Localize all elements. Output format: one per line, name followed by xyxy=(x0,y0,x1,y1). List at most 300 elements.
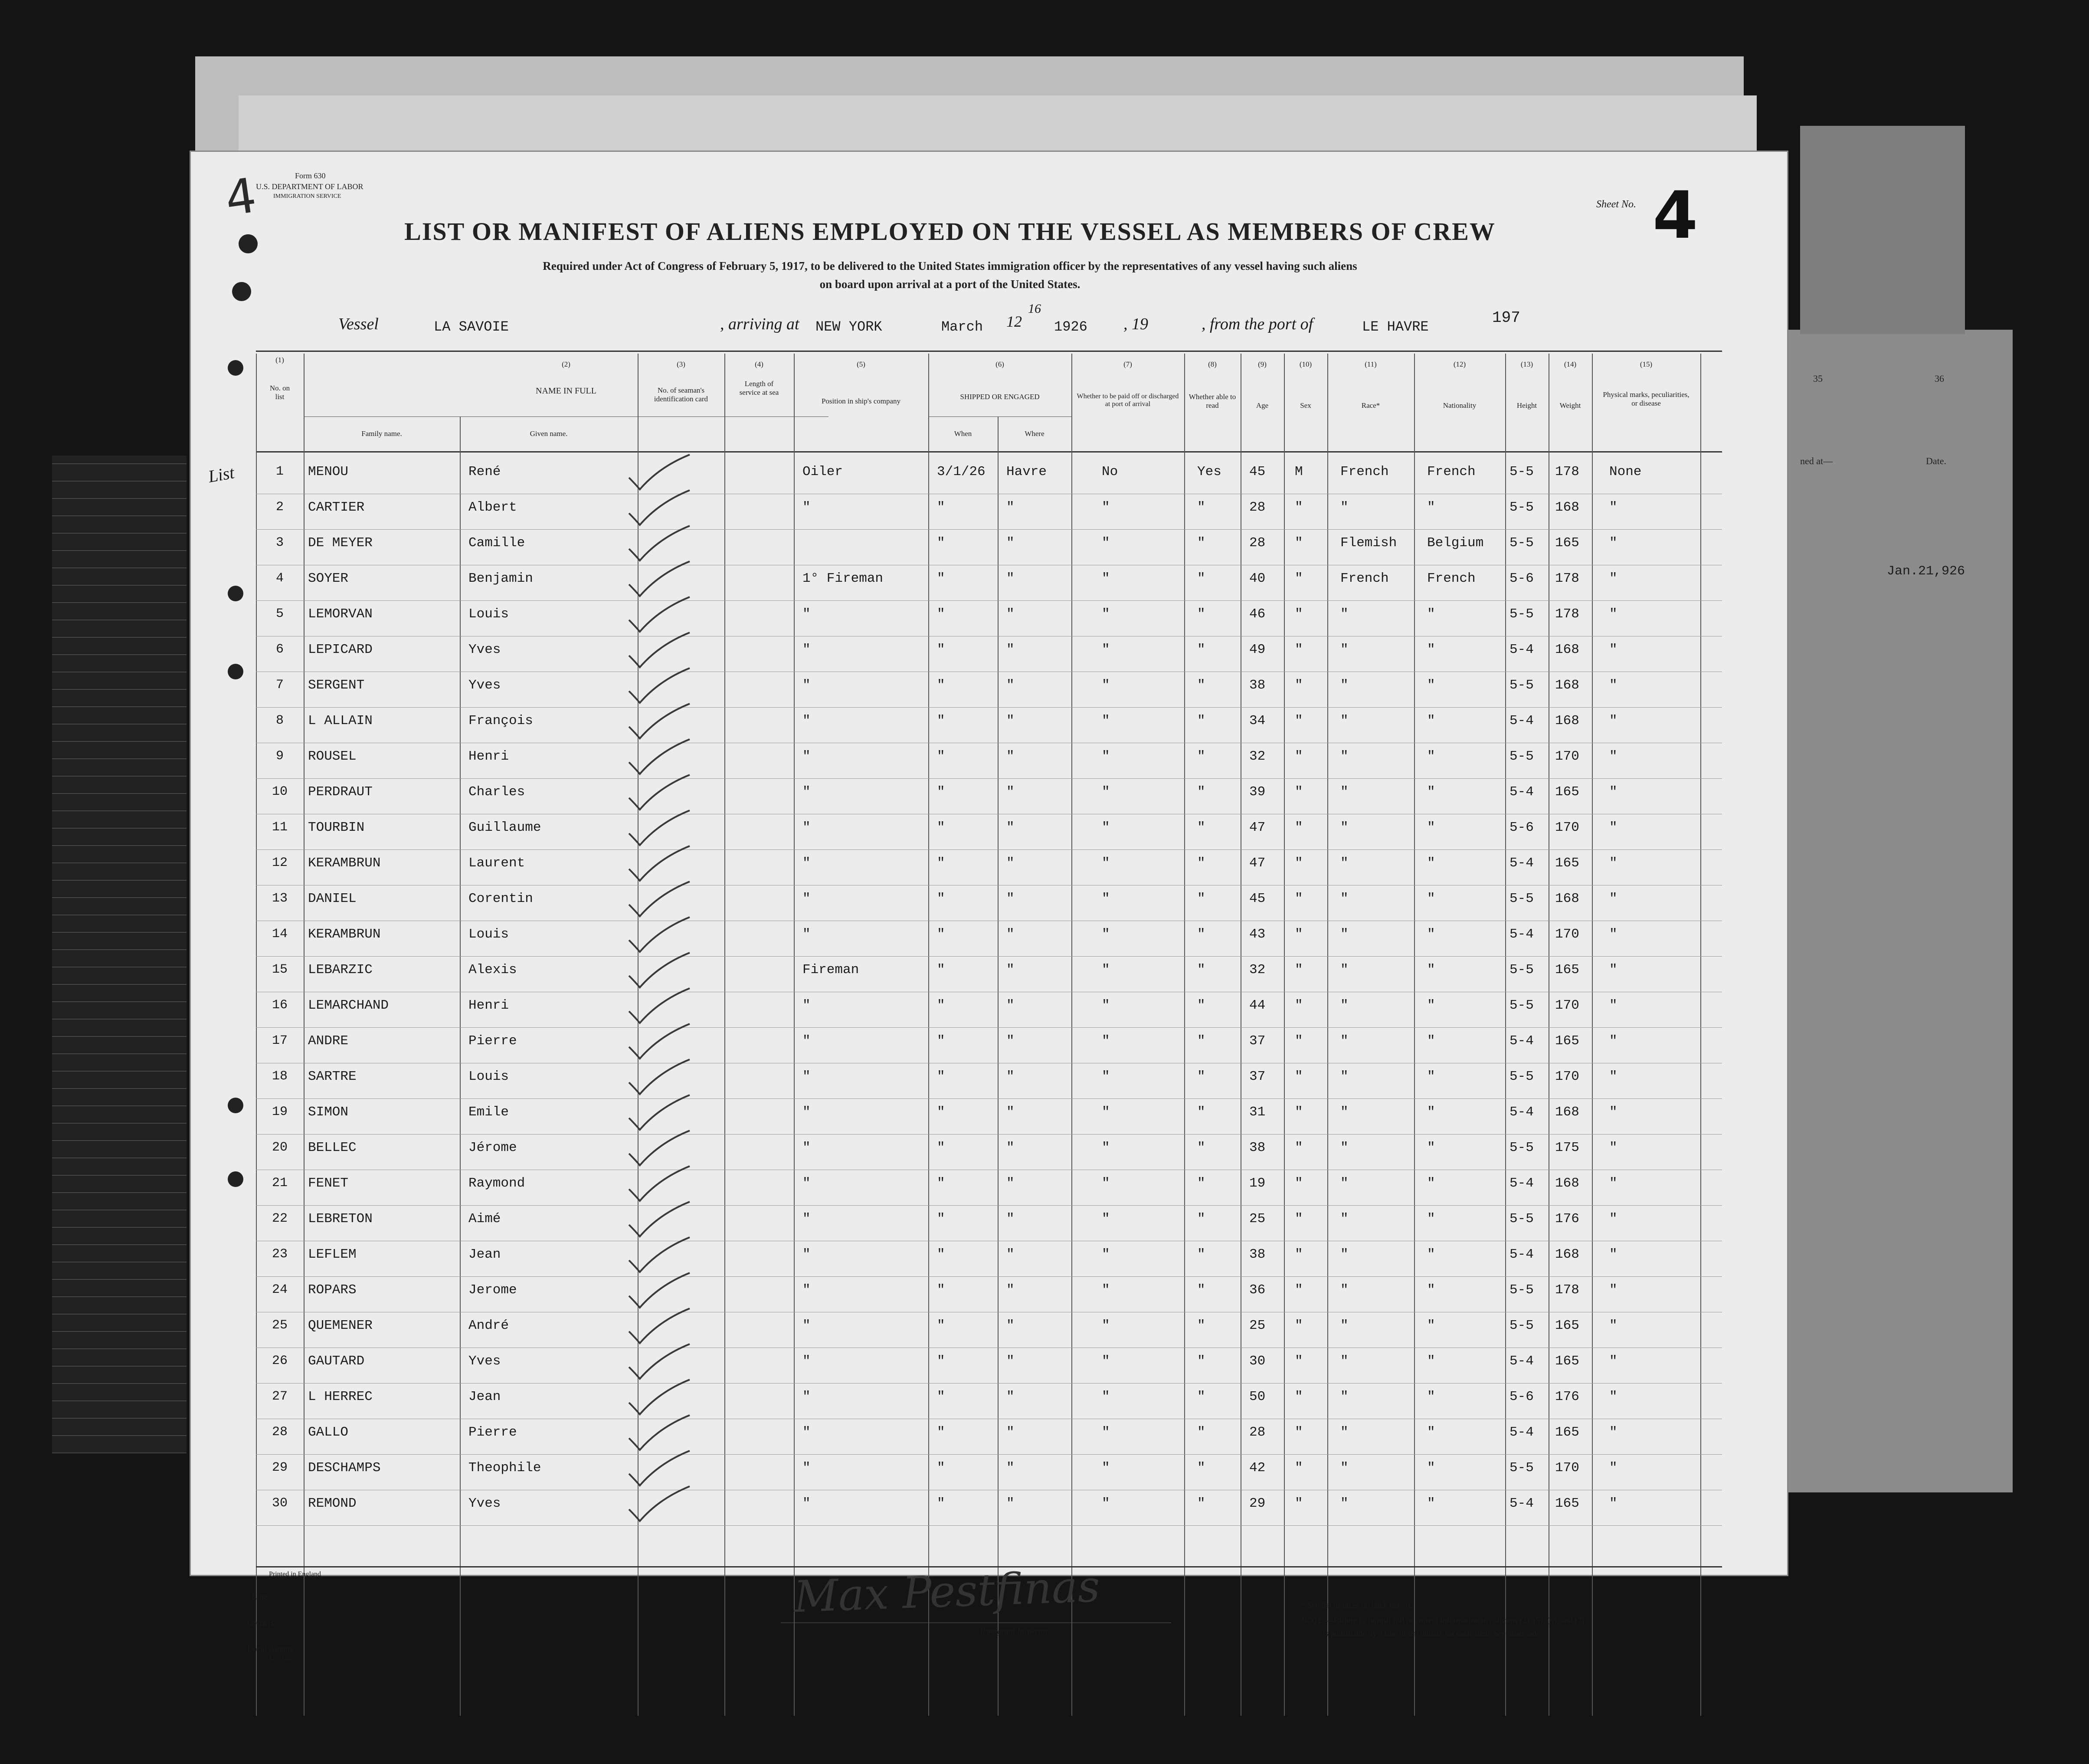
crew-physical-marks: None xyxy=(1609,464,1642,479)
crew-shipped-where: " xyxy=(1006,856,1015,871)
crew-weight: 165 xyxy=(1555,856,1579,871)
table-row xyxy=(191,780,1787,815)
crew-given-name: Jérome xyxy=(468,1140,517,1155)
crew-height: 5-5 xyxy=(1509,962,1534,977)
crew-race: " xyxy=(1340,927,1349,942)
check-mark-icon xyxy=(620,667,694,706)
from-label: , from the port of xyxy=(1202,315,1313,333)
col9-number: (9) xyxy=(1258,360,1267,368)
crew-shipped-when: " xyxy=(937,1105,945,1120)
crew-height: 5-5 xyxy=(1509,1318,1534,1333)
table-row xyxy=(191,602,1787,637)
check-mark-icon xyxy=(620,596,694,635)
crew-able-to-read: " xyxy=(1197,1247,1205,1262)
crew-shipped-where: " xyxy=(1006,784,1015,800)
crew-shipped-when: " xyxy=(937,749,945,764)
crew-sex: " xyxy=(1295,500,1303,515)
crew-sex: " xyxy=(1295,1496,1303,1511)
crew-physical-marks: " xyxy=(1609,678,1618,693)
table-row xyxy=(191,1278,1787,1313)
crew-family-name: CARTIER xyxy=(308,500,365,515)
crew-position: " xyxy=(802,1140,811,1155)
crew-position: " xyxy=(802,1069,811,1084)
crew-age: 44 xyxy=(1249,998,1266,1013)
crew-height: 5-4 xyxy=(1509,1425,1534,1440)
crew-weight: 170 xyxy=(1555,820,1579,835)
crew-number: 29 xyxy=(272,1460,288,1475)
crew-shipped-when: " xyxy=(937,1282,945,1298)
crew-height: 5-5 xyxy=(1509,749,1534,764)
row-rule xyxy=(256,600,1722,601)
row-rule xyxy=(256,1276,1722,1277)
crew-shipped-where: " xyxy=(1006,1247,1015,1262)
crew-shipped-where: " xyxy=(1006,998,1015,1013)
crew-shipped-where: " xyxy=(1006,642,1015,657)
col10-number: (10) xyxy=(1299,360,1312,368)
crew-physical-marks: " xyxy=(1609,998,1618,1013)
table-row xyxy=(191,922,1787,957)
crew-number: 6 xyxy=(275,642,284,657)
col4-header: Length of service at sea xyxy=(739,380,779,397)
crew-family-name: LEBARZIC xyxy=(308,962,373,977)
crew-paid-off: " xyxy=(1102,678,1110,693)
crew-paid-off: No xyxy=(1102,464,1118,479)
crew-family-name: KERAMBRUN xyxy=(308,856,381,871)
crew-able-to-read: " xyxy=(1197,1069,1205,1084)
crew-weight: 178 xyxy=(1555,607,1579,622)
col8-number: (8) xyxy=(1208,360,1217,368)
col2a-header: Family name. xyxy=(361,430,402,438)
crew-race: " xyxy=(1340,1069,1349,1084)
crew-family-name: KERAMBRUN xyxy=(308,927,381,942)
crew-sex: " xyxy=(1295,1211,1303,1226)
crew-weight: 170 xyxy=(1555,927,1579,942)
crew-able-to-read: " xyxy=(1197,749,1205,764)
crew-shipped-when: " xyxy=(937,1140,945,1155)
crew-shipped-when: " xyxy=(937,535,945,551)
crew-physical-marks: " xyxy=(1609,927,1618,942)
crew-family-name: GALLO xyxy=(308,1425,349,1440)
crew-sex: " xyxy=(1295,535,1303,551)
crew-weight: 170 xyxy=(1555,749,1579,764)
crew-race: " xyxy=(1340,607,1349,622)
crew-shipped-where: " xyxy=(1006,1105,1015,1120)
crew-age: 45 xyxy=(1249,891,1266,906)
check-mark-icon xyxy=(620,1059,694,1098)
crew-weight: 170 xyxy=(1555,998,1579,1013)
header-bottom-rule xyxy=(256,451,1722,452)
crew-physical-marks: " xyxy=(1609,1354,1618,1369)
crew-race: " xyxy=(1340,1318,1349,1333)
crew-race: " xyxy=(1340,998,1349,1013)
crew-position: " xyxy=(802,607,811,622)
crew-paid-off: " xyxy=(1102,962,1110,977)
crew-shipped-when: " xyxy=(937,1176,945,1191)
crew-shipped-when: " xyxy=(937,678,945,693)
vessel-label: Vessel xyxy=(338,315,379,333)
check-mark-icon xyxy=(620,774,694,813)
crew-position: " xyxy=(802,1247,811,1262)
crew-sex: M xyxy=(1295,464,1303,479)
punch-hole xyxy=(228,360,243,376)
col15-header: Physical marks, peculiarities, or disease xyxy=(1603,390,1690,407)
crew-age: 29 xyxy=(1249,1496,1266,1511)
crew-shipped-when: " xyxy=(937,1389,945,1404)
crew-weight: 165 xyxy=(1555,1425,1579,1440)
crew-able-to-read: " xyxy=(1197,1282,1205,1298)
table-row xyxy=(191,673,1787,708)
crew-able-to-read: " xyxy=(1197,784,1205,800)
crew-shipped-where: " xyxy=(1006,962,1015,977)
crew-given-name: Jerome xyxy=(468,1282,517,1298)
crew-physical-marks: " xyxy=(1609,1176,1618,1191)
crew-number: 19 xyxy=(272,1105,288,1119)
crew-physical-marks: " xyxy=(1609,1460,1618,1475)
crew-position: 1° Fireman xyxy=(802,571,884,586)
crew-shipped-where: " xyxy=(1006,1069,1015,1084)
col6-number: (6) xyxy=(995,360,1004,368)
crew-sex: " xyxy=(1295,1389,1303,1404)
table-row xyxy=(191,567,1787,601)
crew-position: " xyxy=(802,1425,811,1440)
crew-age: 25 xyxy=(1249,1211,1266,1226)
crew-nationality: " xyxy=(1427,678,1435,693)
table-row xyxy=(191,1065,1787,1099)
crew-nationality: " xyxy=(1427,713,1435,728)
crew-shipped-where: " xyxy=(1006,500,1015,515)
crew-sex: " xyxy=(1295,927,1303,942)
crew-race: " xyxy=(1340,1211,1349,1226)
crew-given-name: Theophile xyxy=(468,1460,541,1475)
crew-shipped-when: " xyxy=(937,1354,945,1369)
check-mark-icon xyxy=(620,1272,694,1311)
crew-shipped-when: " xyxy=(937,927,945,942)
crew-physical-marks: " xyxy=(1609,713,1618,728)
table-row xyxy=(191,1029,1787,1064)
from-port: LE HAVRE xyxy=(1362,319,1429,335)
under-sheet-grid xyxy=(52,456,187,1453)
crew-weight: 168 xyxy=(1555,891,1579,906)
crew-physical-marks: " xyxy=(1609,1318,1618,1333)
crew-given-name: Pierre xyxy=(468,1425,517,1440)
crew-shipped-when: " xyxy=(937,998,945,1013)
crew-sex: " xyxy=(1295,749,1303,764)
crew-number: 16 xyxy=(272,998,288,1013)
crew-paid-off: " xyxy=(1102,1105,1110,1120)
row-rule xyxy=(256,849,1722,850)
crew-number: 27 xyxy=(272,1389,288,1404)
sheet-label: Sheet No. xyxy=(1596,199,1636,210)
table-row xyxy=(191,531,1787,566)
crew-sex: " xyxy=(1295,607,1303,622)
crew-family-name: DESCHAMPS xyxy=(308,1460,381,1475)
crew-physical-marks: " xyxy=(1609,784,1618,800)
crew-shipped-where: " xyxy=(1006,1211,1015,1226)
crew-age: 38 xyxy=(1249,1247,1266,1262)
crew-position: " xyxy=(802,678,811,693)
crew-nationality: " xyxy=(1427,1069,1435,1084)
crew-paid-off: " xyxy=(1102,784,1110,800)
check-mark-icon xyxy=(620,1023,694,1062)
crew-number: 8 xyxy=(275,713,284,728)
check-mark-icon xyxy=(620,703,694,742)
crew-sex: " xyxy=(1295,1176,1303,1191)
crew-paid-off: " xyxy=(1102,607,1110,622)
crew-given-name: Laurent xyxy=(468,856,525,871)
crew-shipped-where: " xyxy=(1006,1282,1015,1298)
crew-height: 5-4 xyxy=(1509,1354,1534,1369)
crew-sex: " xyxy=(1295,1354,1303,1369)
crew-shipped-when: " xyxy=(937,1211,945,1226)
crew-nationality: " xyxy=(1427,891,1435,906)
crew-age: 32 xyxy=(1249,962,1266,977)
crew-shipped-when: " xyxy=(937,642,945,657)
crew-family-name: BELLEC xyxy=(308,1140,357,1155)
crew-race: " xyxy=(1340,678,1349,693)
arrival-year: 1926 xyxy=(1054,319,1087,335)
crew-physical-marks: " xyxy=(1609,1389,1618,1404)
check-mark-icon xyxy=(620,525,694,564)
crew-position: " xyxy=(802,927,811,942)
crew-weight: 168 xyxy=(1555,1176,1579,1191)
check-mark-icon xyxy=(620,1201,694,1240)
crew-sex: " xyxy=(1295,642,1303,657)
crew-number: 3 xyxy=(275,535,284,550)
crew-shipped-where: Havre xyxy=(1006,464,1047,479)
crew-given-name: Benjamin xyxy=(468,571,533,586)
col3-header: No. of seaman's identification card xyxy=(654,386,708,403)
crew-given-name: Albert xyxy=(468,500,517,515)
crew-able-to-read: " xyxy=(1197,1105,1205,1120)
note-fine-2: is punishable by a fine of ten dollars for each alien. See other side. xyxy=(1323,1629,1542,1638)
crew-race: " xyxy=(1340,1176,1349,1191)
crew-physical-marks: " xyxy=(1609,642,1618,657)
crew-given-name: Yves xyxy=(468,678,501,693)
crew-shipped-when: " xyxy=(937,856,945,871)
crew-age: 28 xyxy=(1249,535,1266,551)
row-rule xyxy=(256,956,1722,957)
table-row xyxy=(191,816,1787,850)
crew-family-name: LEMORVAN xyxy=(308,607,373,622)
crew-height: 5-5 xyxy=(1509,1140,1534,1155)
crew-able-to-read: " xyxy=(1197,962,1205,977)
crew-able-to-read: " xyxy=(1197,1176,1205,1191)
col11-header: Race* xyxy=(1361,401,1380,410)
crew-given-name: Alexis xyxy=(468,962,517,977)
check-mark-icon xyxy=(620,632,694,671)
crew-able-to-read: " xyxy=(1197,678,1205,693)
crew-paid-off: " xyxy=(1102,642,1110,657)
crew-nationality: " xyxy=(1427,1211,1435,1226)
crew-race: " xyxy=(1340,1425,1349,1440)
crew-race: " xyxy=(1340,1140,1349,1155)
crew-height: 5-4 xyxy=(1509,1176,1534,1191)
crew-paid-off: " xyxy=(1102,998,1110,1013)
crew-physical-marks: " xyxy=(1609,1033,1618,1049)
crew-weight: 175 xyxy=(1555,1140,1579,1155)
crew-given-name: Yves xyxy=(468,1354,501,1369)
col5-number: (5) xyxy=(857,360,865,368)
table-row xyxy=(191,993,1787,1028)
col2-number: (2) xyxy=(562,360,570,368)
crew-weight: 165 xyxy=(1555,535,1579,551)
subtitle-line1: Required under Act of Congress of February 5, 1917, to be delivered to the United States immigration officer by the representatives of any vessel having such aliens xyxy=(543,259,1357,272)
crew-physical-marks: " xyxy=(1609,1282,1618,1298)
subtitle-line2: on board upon arrival at a port of the United States. xyxy=(819,278,1081,291)
crew-paid-off: " xyxy=(1102,1069,1110,1084)
crew-position: " xyxy=(802,1460,811,1475)
check-mark-icon xyxy=(620,845,694,884)
col7-header: Whether to be paid off or discharged at port of arrival xyxy=(1077,393,1179,408)
crew-number: 5 xyxy=(275,607,284,621)
crew-race: French xyxy=(1340,571,1389,586)
crew-position: " xyxy=(802,1176,811,1191)
crew-given-name: Louis xyxy=(468,607,509,622)
crew-shipped-where: " xyxy=(1006,607,1015,622)
crew-number: 11 xyxy=(272,820,288,835)
crew-paid-off: " xyxy=(1102,1460,1110,1475)
crew-paid-off: " xyxy=(1102,571,1110,586)
crew-physical-marks: " xyxy=(1609,1496,1618,1511)
crew-age: 37 xyxy=(1249,1033,1266,1049)
check-mark-icon xyxy=(620,489,694,528)
arrival-day: 12 xyxy=(1006,313,1022,330)
col5-header: Position in ship's company xyxy=(821,397,901,405)
col6a-header: When xyxy=(954,430,972,438)
header-top-rule xyxy=(256,351,1722,352)
crew-age: 38 xyxy=(1249,678,1266,693)
crew-race: " xyxy=(1340,1282,1349,1298)
crew-height: 5-4 xyxy=(1509,1033,1534,1049)
table-row xyxy=(191,1349,1787,1384)
crew-shipped-when: " xyxy=(937,1460,945,1475)
crew-weight: 165 xyxy=(1555,1033,1579,1049)
crew-nationality: French xyxy=(1427,571,1476,586)
crew-family-name: TOURBIN xyxy=(308,820,365,835)
col12-header: Nationality xyxy=(1443,401,1477,410)
crew-shipped-where: " xyxy=(1006,927,1015,942)
crew-race: " xyxy=(1340,1105,1349,1120)
crew-able-to-read: " xyxy=(1197,856,1205,871)
table-row xyxy=(191,1456,1787,1491)
crew-sex: " xyxy=(1295,998,1303,1013)
crew-position: " xyxy=(802,1282,811,1298)
crew-height: 5-4 xyxy=(1509,856,1534,871)
check-mark-icon xyxy=(620,810,694,849)
crew-number: 13 xyxy=(272,891,288,906)
crew-race: " xyxy=(1340,1247,1349,1262)
crew-physical-marks: " xyxy=(1609,856,1618,871)
col12-number: (12) xyxy=(1453,360,1466,368)
crew-number: 10 xyxy=(272,784,288,799)
crew-nationality: " xyxy=(1427,820,1435,835)
col7-number: (7) xyxy=(1123,360,1132,368)
vessel-name: LA SAVOIE xyxy=(434,319,509,335)
col10-header: Sex xyxy=(1300,401,1311,410)
crew-shipped-where: " xyxy=(1006,535,1015,551)
crew-race: " xyxy=(1340,891,1349,906)
crew-paid-off: " xyxy=(1102,749,1110,764)
crew-height: 5-6 xyxy=(1509,820,1534,835)
crew-paid-off: " xyxy=(1102,500,1110,515)
crew-shipped-where: " xyxy=(1006,891,1015,906)
check-mark-icon xyxy=(620,1236,694,1275)
col3-number: (3) xyxy=(677,360,685,368)
crew-height: 5-5 xyxy=(1509,1069,1534,1084)
crew-able-to-read: " xyxy=(1197,1033,1205,1049)
crew-height: 5-5 xyxy=(1509,891,1534,906)
crew-given-name: Henri xyxy=(468,998,509,1013)
crew-shipped-when: " xyxy=(937,607,945,622)
crew-position: " xyxy=(802,1033,811,1049)
crew-nationality: " xyxy=(1427,500,1435,515)
crew-family-name: LEFLEM xyxy=(308,1247,357,1262)
crew-position: " xyxy=(802,820,811,835)
crew-nationality: French xyxy=(1427,464,1476,479)
crew-paid-off: " xyxy=(1102,1140,1110,1155)
table-row xyxy=(191,1136,1787,1171)
crew-family-name: MENOU xyxy=(308,464,349,479)
crew-shipped-where: " xyxy=(1006,1318,1015,1333)
crew-family-name: SOYER xyxy=(308,571,349,586)
crew-family-name: FENET xyxy=(308,1176,349,1191)
behind-col36: 36 xyxy=(1935,373,1944,384)
crew-position: " xyxy=(802,500,811,515)
crew-position: " xyxy=(802,713,811,728)
crew-nationality: " xyxy=(1427,784,1435,800)
table-row xyxy=(191,1314,1787,1348)
crew-paid-off: " xyxy=(1102,1033,1110,1049)
crew-weight: 168 xyxy=(1555,642,1579,657)
corner-number: 197 xyxy=(1492,309,1520,327)
footer-agents-label: Local Agents xyxy=(247,1644,294,1654)
crew-paid-off: " xyxy=(1102,1354,1110,1369)
form-number: Form 630 xyxy=(295,171,326,180)
crew-nationality: " xyxy=(1427,749,1435,764)
crew-family-name: DE MEYER xyxy=(308,535,373,551)
sheet-number: 4 xyxy=(1653,178,1698,253)
crew-age: 49 xyxy=(1249,642,1266,657)
crew-sex: " xyxy=(1295,713,1303,728)
crew-able-to-read: " xyxy=(1197,1354,1205,1369)
crew-weight: 168 xyxy=(1555,1105,1579,1120)
crew-race: " xyxy=(1340,1460,1349,1475)
check-mark-icon xyxy=(620,1094,694,1133)
crew-given-name: Charles xyxy=(468,784,525,800)
crew-paid-off: " xyxy=(1102,1318,1110,1333)
crew-physical-marks: " xyxy=(1609,820,1618,835)
crew-sex: " xyxy=(1295,1140,1303,1155)
crew-number: 20 xyxy=(272,1140,288,1155)
crew-weight: 168 xyxy=(1555,1247,1579,1262)
crew-height: 5-6 xyxy=(1509,1389,1534,1404)
crew-race: Flemish xyxy=(1340,535,1397,551)
crew-height: 5-4 xyxy=(1509,784,1534,800)
crew-race: " xyxy=(1340,749,1349,764)
crew-shipped-where: " xyxy=(1006,1425,1015,1440)
crew-shipped-where: " xyxy=(1006,1354,1015,1369)
crew-height: 5-5 xyxy=(1509,535,1534,551)
crew-nationality: " xyxy=(1427,1354,1435,1369)
crew-shipped-where: " xyxy=(1006,820,1015,835)
crew-shipped-when: " xyxy=(937,500,945,515)
crew-paid-off: " xyxy=(1102,1496,1110,1511)
crew-race: " xyxy=(1340,1496,1349,1511)
crew-paid-off: " xyxy=(1102,1282,1110,1298)
crew-age: 47 xyxy=(1249,856,1266,871)
crew-shipped-when: " xyxy=(937,571,945,586)
crew-shipped-where: " xyxy=(1006,1496,1015,1511)
